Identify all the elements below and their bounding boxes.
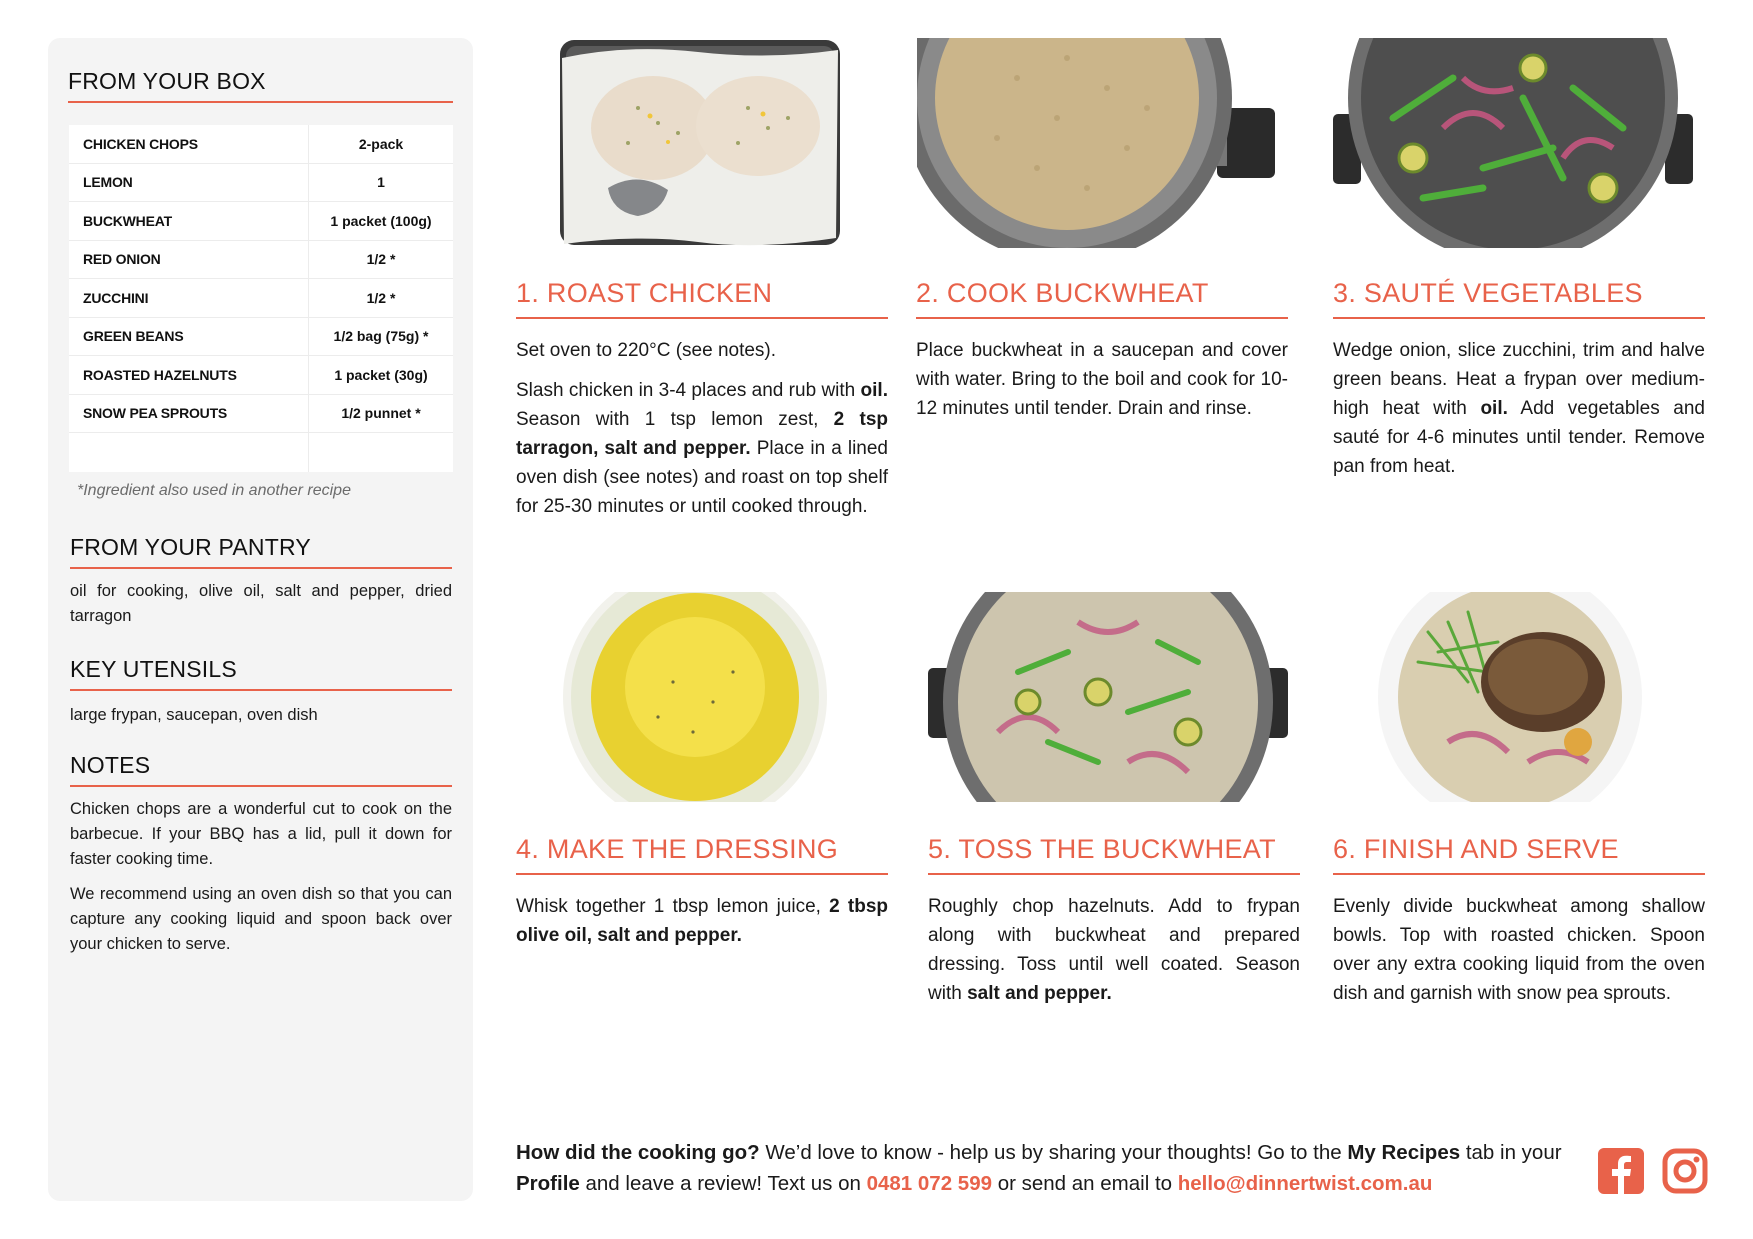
ingredient-name: ZUCCHINI	[69, 279, 309, 317]
ingredient-quantity: 1 packet (30g)	[334, 366, 428, 383]
ingredient-row	[69, 433, 453, 472]
ingredient-name: GREEN BEANS	[69, 318, 309, 356]
ingredient-quantity: 2-pack	[358, 135, 404, 152]
step-2-photo-buckwheat-saucepan	[917, 38, 1277, 248]
ingredient-quantity: 1 packet (100g)	[330, 212, 432, 229]
ingredient-quantity	[309, 433, 453, 472]
ingredients-sidebar	[48, 38, 473, 1201]
ingredient-quantity: 1	[377, 174, 385, 191]
step-3-title: 3. SAUTÉ VEGETABLES	[1333, 278, 1705, 319]
step-4-title: 4. MAKE THE DRESSING	[516, 834, 888, 875]
step-6-photo-served-bowl	[1378, 592, 1643, 802]
pantry-items-text: oil for cooking, olive oil, salt and pepper, dried tarragon	[70, 582, 452, 625]
my-recipes-label: My Recipes	[1347, 1141, 1461, 1164]
ingredient-name: LEMON	[69, 164, 309, 202]
step-1-paragraph: Set oven to 220°C (see notes).	[516, 340, 777, 361]
step-2-instructions	[916, 336, 1288, 423]
utensils-text: large frypan, saucepan, oven dish	[70, 706, 318, 724]
step-1-instructions	[516, 336, 888, 521]
ingredient-row	[69, 356, 453, 395]
step-1-title: 1. ROAST CHICKEN	[516, 278, 888, 319]
ingredient-name: SNOW PEA SPROUTS	[69, 395, 309, 433]
feedback-footer: How did the cooking go? We’d love to know - help us by sharing your thoughts! Go to the My Recipes tab in your Profile and leave a review! Text us on 0481 072 599 or send an email to hello@dinnertwist.com.au	[516, 1141, 1562, 1195]
step-3-photo-sauteed-vegetables	[1333, 38, 1693, 248]
ingredient-name: CHICKEN CHOPS	[69, 125, 309, 163]
ingredient-row	[69, 241, 453, 280]
step-6-instructions	[1333, 892, 1705, 1008]
step-5-photo-tossed-buckwheat	[928, 592, 1288, 802]
key-utensils-heading: KEY UTENSILS	[70, 656, 452, 691]
step-5-paragraph: Roughly chop hazelnuts. Add to frypan along with buckwheat and prepared dressing. Toss until well coated. Season with salt and pepper.	[928, 896, 1300, 1004]
ingredient-name: BUCKWHEAT	[69, 202, 309, 240]
ingredient-row	[69, 395, 453, 434]
step-3-instructions	[1333, 336, 1705, 481]
profile-label: Profile	[516, 1172, 580, 1195]
ingredient-name: ROASTED HAZELNUTS	[69, 356, 309, 394]
step-5-title: 5. TOSS THE BUCKWHEAT	[928, 834, 1300, 875]
step-1-photo-roasting-tray	[558, 38, 842, 248]
notes-text	[70, 797, 452, 957]
ingredient-row	[69, 125, 453, 164]
step-3-paragraph: Wedge onion, slice zucchini, trim and halve green beans. Heat a frypan over medium-high heat with oil. Add vegetables and sauté for 4-6 minutes until tender. Remove pan from heat.	[1333, 340, 1705, 477]
notes-paragraph: We recommend using an oven dish so that you can capture any cooking liquid and spoon back over your chicken to serve.	[70, 885, 452, 953]
step-1-paragraph: Slash chicken in 3-4 places and rub with oil. Season with 1 tsp lemon zest, 2 tsp tarragon, salt and pepper. Place in a lined oven dish (see notes) and roast on top shelf for 25-30 minutes or until cooked through.	[516, 380, 888, 517]
email-link[interactable]: hello@dinnertwist.com.au	[1177, 1172, 1433, 1195]
ingredients-table	[69, 125, 453, 472]
from-your-pantry-heading: FROM YOUR PANTRY	[70, 534, 452, 569]
ingredient-name: RED ONION	[69, 241, 309, 279]
ingredient-row	[69, 202, 453, 241]
step-2-paragraph: Place buckwheat in a saucepan and cover with water. Bring to the boil and cook for 10-12 minutes until tender. Drain and rinse.	[916, 340, 1288, 419]
from-your-box-heading: FROM YOUR BOX	[68, 68, 453, 103]
ingredient-row	[69, 164, 453, 203]
ingredient-footnote: *Ingredient also used in another recipe	[77, 482, 351, 499]
facebook-icon[interactable]	[1598, 1148, 1644, 1194]
step-4-paragraph: Whisk together 1 tbsp lemon juice, 2 tbsp olive oil, salt and pepper.	[516, 896, 888, 946]
ingredient-quantity: 1/2 *	[366, 289, 396, 306]
step-6-title: 6. FINISH AND SERVE	[1333, 834, 1705, 875]
notes-heading: NOTES	[70, 752, 452, 787]
ingredient-name	[69, 433, 309, 472]
step-6-paragraph: Evenly divide buckwheat among shallow bowls. Top with roasted chicken. Spoon over any extra cooking liquid from the oven dish and garnish with snow pea sprouts.	[1333, 896, 1705, 1004]
ingredient-row	[69, 318, 453, 357]
instagram-icon[interactable]	[1662, 1148, 1708, 1194]
step-5-instructions	[928, 892, 1300, 1008]
step-2-title: 2. COOK BUCKWHEAT	[916, 278, 1288, 319]
feedback-question: How did the cooking go?	[516, 1141, 760, 1164]
ingredient-row	[69, 279, 453, 318]
ingredient-quantity: 1/2 bag (75g) *	[333, 328, 429, 345]
step-4-instructions	[516, 892, 888, 950]
ingredient-quantity: 1/2 *	[366, 251, 396, 268]
ingredient-quantity: 1/2 punnet *	[341, 405, 421, 422]
notes-paragraph: Chicken chops are a wonderful cut to cook on the barbecue. If your BBQ has a lid, pull it down for faster cooking time.	[70, 800, 452, 868]
step-4-photo-dressing-bowl	[563, 592, 828, 802]
phone-number-link[interactable]: 0481 072 599	[866, 1172, 992, 1195]
